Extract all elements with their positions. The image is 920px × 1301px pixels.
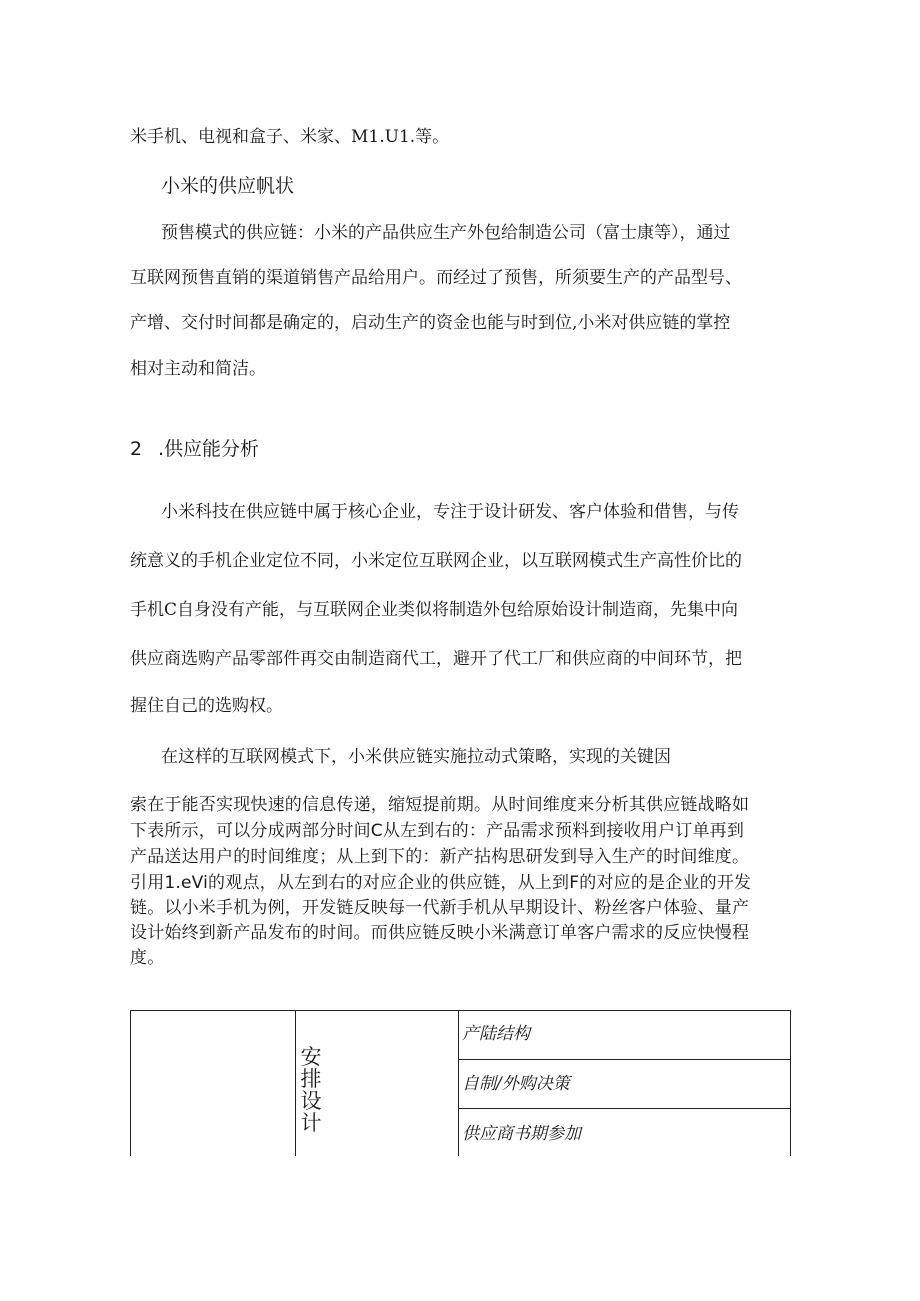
vertical-label-char: 安 [300, 1045, 322, 1069]
table-divider-1 [295, 1010, 296, 1156]
table-vertical-label [299, 1046, 323, 1134]
table-cell-product-structure: 产陆结构 [462, 1024, 530, 1044]
table-left-border [130, 1010, 131, 1156]
paragraph-pull-strategy-line-1: 在这样的互联网模式下，小米供应链实施拉动式策略，实现的关键因 [161, 747, 671, 767]
table-row-separator-2 [458, 1108, 791, 1109]
paragraph-core-line-2: 统意义的手机企业定位不同，小米定位互联网企业，以互联网模式生产高性价比的 [130, 551, 742, 571]
paragraph-presale-line-4: 相对主动和简洁。 [130, 359, 266, 379]
vertical-label-char: 计 [300, 1111, 322, 1135]
paragraph-time-dimension-line-3: 产品送达用户的时间维度；从上到下的：新产拈构思研发到导入生产的时间维度。 [130, 847, 750, 867]
section-heading-number: 2 [130, 438, 143, 460]
paragraph-core-line-5: 握住自己的选购权。 [130, 696, 283, 716]
paragraph-core-line-4: 供应商选购产品零部件再交由制造商代工，避开了代工厂和供应商的中间环节，把 [130, 649, 742, 669]
paragraph-time-dimension-line-1: 索在于能否实现快速的信息传递，缩短提前期。从时间维度来分析其供应链战略如 [130, 795, 750, 815]
paragraph-time-dimension-line-7: 度。 [130, 948, 165, 968]
table-divider-2 [458, 1010, 459, 1156]
intro-line: 米手机、电视和盒子、米家、M1.U1.等。 [130, 127, 450, 147]
paragraph-core-line-1: 小米科技在供应链中属于核心企业，专注于设计研发、客户体验和借售，与传 [161, 502, 739, 522]
paragraph-time-dimension-line-5: 链。以小米手机为例，开发链反映每一代新手机从早期设计、粉丝客户体验、量产 [130, 898, 750, 918]
table-top-border [130, 1010, 791, 1011]
paragraph-presale-line-3: 产增、交付时间都是确定的，启动生产的资金也能与时到位,小米对供应链的掌控 [130, 313, 731, 333]
section-heading-supply-status: 小米的供应帆状 [161, 175, 295, 197]
paragraph-time-dimension-line-6: 设计始终到新产品发布的时间。而供应链反映小米满意订单客户需求的反应快慢程 [130, 923, 750, 943]
table-cell-supplier-involvement: 供应商书期参加 [462, 1124, 581, 1144]
table-row-separator-1 [458, 1059, 791, 1060]
vertical-label-char: 排 [300, 1067, 322, 1091]
table-right-border [790, 1010, 791, 1156]
paragraph-core-line-3: 手机C自身没有产能，与互联网企业类似将制造外包给原始设计制造商，先集中向 [130, 600, 739, 620]
paragraph-presale-line-1: 预售模式的供应链：小米的产品供应生产外包给制造公司（富士康等），通过 [161, 223, 731, 243]
paragraph-time-dimension-line-4: 引用1.eVi的观点，从左到右的对应企业的供应链，从上到F的对应的是企业的开发 [130, 873, 752, 893]
table-cell-make-or-buy: 自制/外购决策 [462, 1074, 570, 1094]
paragraph-presale-line-2: 互联网预售直销的渠道销售产品给用户。而经过了预售，所须要生产的产品型号、 [130, 268, 742, 288]
vertical-label-char: 设 [300, 1089, 322, 1113]
paragraph-time-dimension-line-2: 下表所示，可以分成两部分时间C从左到右的：产品需求预料到接收用户订单再到 [130, 821, 745, 841]
section-heading-supply-analysis: .供应能分析 [158, 438, 260, 460]
